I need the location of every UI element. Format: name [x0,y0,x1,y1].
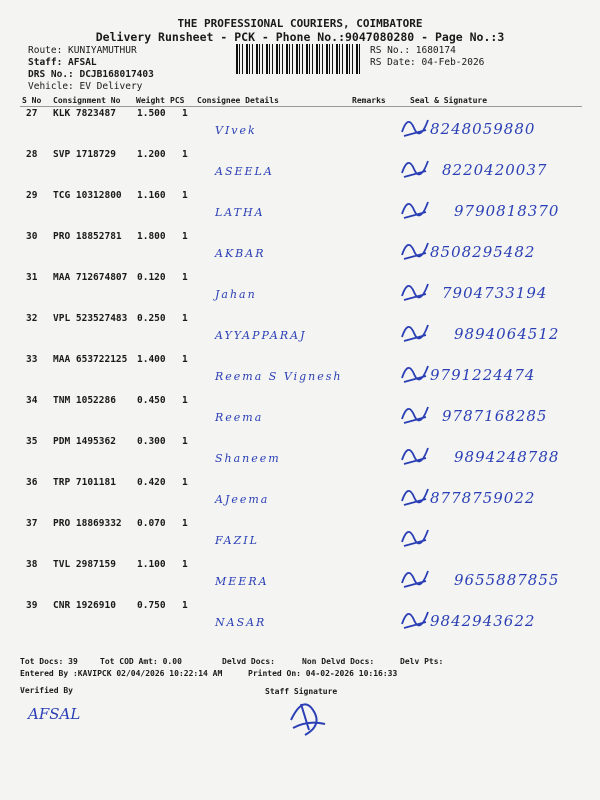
row-signature [398,317,432,345]
row-consignment: TRP 7101181 [53,477,116,488]
row-sno: 30 [26,231,38,242]
col-pcs: PCS [170,96,185,105]
barcode-bar [339,44,340,74]
row-consignment: KLK 7823487 [53,108,116,119]
staff-signature-label: Staff Signature [265,687,338,696]
row-pcs: 1 [182,149,188,160]
row-pcs: 1 [182,518,188,529]
tot-cod: Tot COD Amt: 0.00 [100,657,182,666]
row-pcs: 1 [182,272,188,283]
row-sno: 32 [26,313,38,324]
row-sno: 39 [26,600,38,611]
row-consignee-name: MEERA [215,575,269,588]
barcode-bar [336,44,338,74]
barcode-bar [279,44,280,74]
row-pcs: 1 [182,600,188,611]
row-phone: 8508295482 [430,243,536,261]
row-consignment: PDM 1495362 [53,436,116,447]
row-sno: 31 [26,272,38,283]
row-weight: 0.250 [137,313,166,324]
row-consignment: SVP 1718729 [53,149,116,160]
barcode-bar [276,44,278,74]
rs-date: RS Date: 04-Feb-2026 [370,57,485,68]
row-consignee-name: ASEELA [215,165,274,178]
row-consignee-name: AKBAR [215,247,266,260]
drs-number: DRS No.: DCJB168017403 [28,69,154,80]
barcode-bar [252,44,253,74]
row-signature [398,440,432,468]
row-consignee-name: Reema S Vignesh [215,370,343,383]
barcode-bar [302,44,303,74]
row-signature [398,522,432,550]
barcode-bar [342,44,343,74]
row-phone: 9894064512 [454,325,560,343]
row-consignment: TCG 10312800 [53,190,122,201]
verified-by-label: Verified By [20,686,73,695]
barcode-bar [256,44,258,74]
runsheet-subtitle: Delivery Runsheet - PCK - Phone No.:9047080280 - Page No.:3 [95,30,505,44]
col-sno: S No [22,96,42,105]
row-consignment: TVL 2987159 [53,559,116,570]
barcode-bar [289,44,290,74]
verifier-handwriting: AFSAL [28,705,81,723]
barcode-bar [352,44,353,74]
row-weight: 0.750 [137,600,166,611]
row-consignee-name: FAZIL [215,534,259,547]
row-sno: 29 [26,190,38,201]
row-signature [398,235,432,263]
row-phone: 8220420037 [442,161,548,179]
row-weight: 1.200 [137,149,166,160]
row-consignee-name: Jahan [215,288,257,301]
barcode [236,44,364,74]
row-signature [398,358,432,386]
tot-docs: Tot Docs: 39 [20,657,78,666]
barcode-bar [316,44,318,74]
row-signature [398,194,432,222]
row-consignee-name: Shaneem [215,452,281,465]
barcode-bar [286,44,288,74]
row-sno: 27 [26,108,38,119]
barcode-bar [349,44,350,74]
staff: Staff: AFSAL [28,57,97,68]
row-signature [398,276,432,304]
row-consignee-name: Reema [215,411,264,424]
row-weight: 1.160 [137,190,166,201]
row-signature [398,481,432,509]
row-signature [398,112,432,140]
barcode-bar [249,44,250,74]
barcode-bar [359,44,360,74]
row-pcs: 1 [182,559,188,570]
col-weight: Weight [136,96,165,105]
row-pcs: 1 [182,313,188,324]
barcode-bar [269,44,270,74]
row-consignment: MAA 712674807 [53,272,128,283]
row-weight: 0.420 [137,477,166,488]
col-consignee: Consignee Details [197,96,279,105]
row-sno: 34 [26,395,38,406]
row-pcs: 1 [182,477,188,488]
row-weight: 1.500 [137,108,166,119]
row-phone: 9790818370 [454,202,560,220]
col-remarks: Remarks [352,96,386,105]
row-consignee-name: AYYAPPARAJ [215,329,307,342]
barcode-bar [242,44,243,74]
row-signature [398,153,432,181]
row-sno: 36 [26,477,38,488]
barcode-bar [326,44,328,74]
row-sno: 35 [26,436,38,447]
row-consignment: TNM 1052286 [53,395,116,406]
row-phone: 7904733194 [442,284,548,302]
company-title: THE PROFESSIONAL COURIERS, COIMBATORE [177,17,423,30]
barcode-bar [299,44,300,74]
printed-on: Printed On: 04-02-2026 10:16:33 [248,669,398,678]
barcode-bar [319,44,320,74]
delv-pts: Delv Pts: [400,657,444,666]
staff-signature [283,690,333,740]
barcode-bar [322,44,323,74]
row-phone: 9787168285 [442,407,548,425]
barcode-bar [309,44,310,74]
row-phone: 9894248788 [454,448,560,466]
header-divider [20,106,582,107]
row-sno: 33 [26,354,38,365]
barcode-bar [346,44,348,74]
row-pcs: 1 [182,436,188,447]
row-consignment: MAA 653722125 [53,354,128,365]
row-consignee-name: LATHA [215,206,265,219]
row-weight: 0.070 [137,518,166,529]
non-delvd-docs: Non Delvd Docs: [302,657,375,666]
delvd-docs: Delvd Docs: [222,657,275,666]
row-pcs: 1 [182,354,188,365]
row-weight: 0.300 [137,436,166,447]
barcode-bar [312,44,313,74]
barcode-bar [262,44,263,74]
barcode-bar [236,44,238,74]
row-weight: 1.100 [137,559,166,570]
barcode-bar [246,44,248,74]
row-consignment: CNR 1926910 [53,600,116,611]
row-signature [398,399,432,427]
barcode-bar [272,44,273,74]
route: Route: KUNIYAMUTHUR [28,45,137,56]
row-pcs: 1 [182,231,188,242]
row-signature [398,563,432,591]
barcode-bar [332,44,333,74]
row-sno: 28 [26,149,38,160]
barcode-bar [282,44,283,74]
row-consignee-name: AJeema [215,493,270,506]
row-consignee-name: VIvek [215,124,257,137]
row-weight: 0.120 [137,272,166,283]
barcode-bar [296,44,298,74]
row-consignment: PRO 18869332 [53,518,122,529]
row-phone: 9655887855 [454,571,560,589]
row-pcs: 1 [182,395,188,406]
row-phone: 8248059880 [430,120,536,138]
barcode-bar [266,44,268,74]
row-weight: 1.400 [137,354,166,365]
row-pcs: 1 [182,108,188,119]
row-phone: 9791224474 [430,366,536,384]
barcode-bar [259,44,260,74]
row-consignee-name: NASAR [215,616,267,629]
barcode-bar [329,44,330,74]
rs-number: RS No.: 1680174 [370,45,456,56]
row-phone: 8778759022 [430,489,536,507]
entered-by: Entered By :KAVIPCK 02/04/2026 10:22:14 AM [20,669,223,678]
row-consignment: PRO 18852781 [53,231,122,242]
barcode-bar [306,44,308,74]
barcode-bar [239,44,240,74]
row-signature [398,604,432,632]
row-sno: 38 [26,559,38,570]
col-consignment: Consignment No [53,96,121,105]
row-consignment: VPL 523527483 [53,313,128,324]
col-seal: Seal & Signature [410,96,488,105]
row-weight: 1.800 [137,231,166,242]
vehicle: Vehicle: EV Delivery [28,81,143,92]
barcode-bar [292,44,293,74]
row-weight: 0.450 [137,395,166,406]
row-pcs: 1 [182,190,188,201]
barcode-bar [356,44,358,74]
row-phone: 9842943622 [430,612,536,630]
row-sno: 37 [26,518,38,529]
